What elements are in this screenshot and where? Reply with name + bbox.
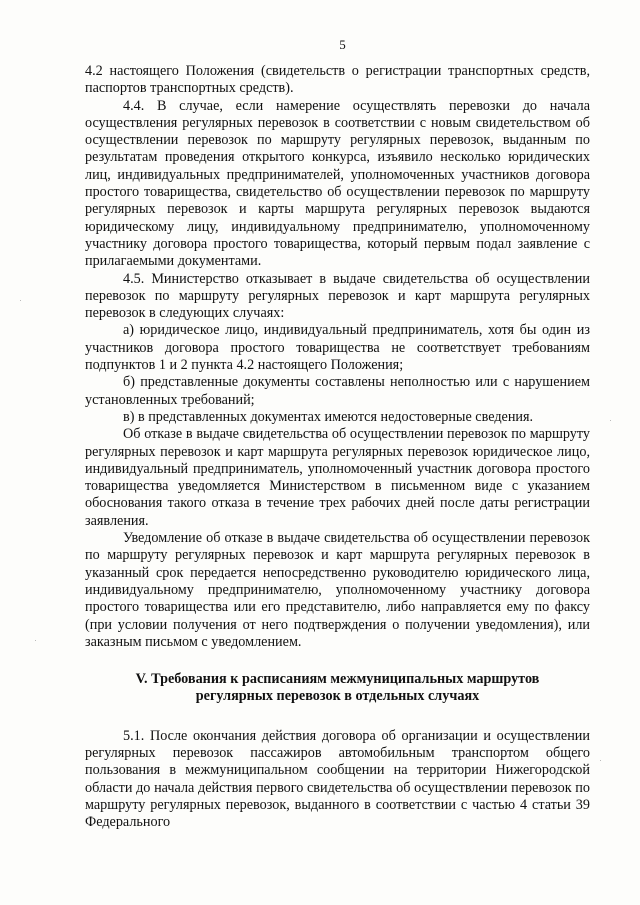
paragraph-4-5: 4.5. Министерство отказывает в выдаче свидетельства об осуществлении перевозок по маршруту регулярных перевозок и карт маршрута регулярных перевозок в следующих случаях: [85, 270, 590, 322]
document-body [85, 63, 590, 831]
paragraph-5-1: 5.1. После окончания действия договора об организации и осуществлении регулярных перевозок пассажиров автомобильным транспортом общего пользования в межмуниципальном сообщении на территории Нижегородской области до начала действия первого свидетельства об осуществлении перевозок по маршруту регулярных перевозок, выданного в соответствии с частью 4 статьи 39 Федерального [85, 727, 590, 831]
paragraph-notice-delivery: Уведомление об отказе в выдаче свидетельства об осуществлении перевозок по маршруту регулярных перевозок и карт маршрута регулярных перевозок в указанный срок передается непосредственно руководителю юридического лица, индивидуальному предпринимателю, уполномоченному участнику договора простого товарищества или его представителю, либо направляется ему по факсу (при условии получения от него подтверждения о получении уведомления), или заказным письмом с уведомлением. [85, 530, 590, 650]
section-heading-line-2: регулярных перевозок в отдельных случаях [195, 688, 480, 705]
paragraph-continuation: 4.2 настоящего Положения (свидетельств о регистрации транспортных средств, паспортов транспортных средств). [85, 63, 590, 97]
list-item-a: а) юридическое лицо, индивидуальный предприниматель, хотя бы один из участников договора простого товарищества не соответствует требованиям подпунктов 1 и 2 пункта 4.2 настоящего Положения; [85, 322, 590, 374]
scan-speck [20, 300, 21, 301]
section-heading [85, 671, 590, 706]
scan-speck [610, 420, 611, 421]
page-number: 5 [339, 37, 346, 52]
scan-speck [600, 760, 601, 761]
paragraph-4-4: 4.4. В случае, если намерение осуществлять перевозки до начала осуществления регулярных перевозок в соответствии с новым свидетельством об осуществлении перевозок по маршруту регулярных перевозок, выданным по результатам проведения открытого конкурса, изъявило несколько юридических лиц, индивидуальных предпринимателей, уполномоченных участников договора простого товарищества, свидетельство об осуществлении перевозок по маршруту регулярных перевозок и карты маршрута регулярных перевозок выдаются юридическому лицу, индивидуальному предпринимателю, уполномоченному участнику договора простого товарищества, который первым подал заявление с прилагаемыми документами. [85, 97, 590, 270]
paragraph-refusal-notice: Об отказе в выдаче свидетельства об осуществлении перевозок по маршруту регулярных перевозок и карт маршрута регулярных перевозок юридическое лицо, индивидуальный предприниматель, уполномоченный участник договора простого товарищества уведомляется Министерством в письменном виде с указанием обоснования такого отказа в течение трех рабочих дней после даты регистрации заявления. [85, 426, 590, 529]
section-heading-line-1: V. Требования к расписаниям межмуниципальных маршрутов [135, 671, 540, 688]
list-item-b: б) представленные документы составлены неполностью или с нарушением установленных требований; [85, 374, 590, 408]
list-item-v: в) в представленных документах имеются недостоверные сведения. [123, 408, 534, 425]
scan-speck [35, 640, 36, 641]
